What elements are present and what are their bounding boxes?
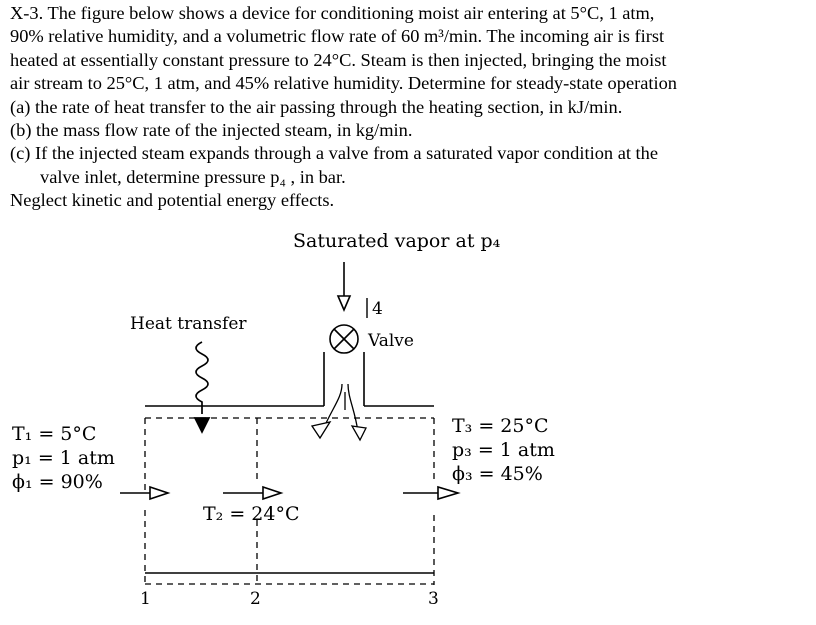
outlet-pressure: p₃ = 1 atm [452,439,555,461]
outlet-temperature: T₃ = 25°C [452,415,549,437]
steam-inlet-arrow [338,262,350,310]
station-2-label: 2 [250,589,261,609]
station-3-label: 3 [428,589,439,609]
problem-line: (b) the mass flow rate of the injected steam, in kg/min. [10,120,413,141]
problem-line: Neglect kinetic and potential energy effects. [10,190,335,211]
duct-walls [145,406,434,573]
problem-line: X-3. The figure below shows a device for conditioning moist air entering at 5°C, 1 atm, [10,3,655,23]
steam-pipe [324,352,364,406]
problem-line: (a) the rate of heat transfer to the air passing through the heating section, in kJ/min. [10,96,623,117]
problem-line: air stream to 25°C, 1 atm, and 45% relative humidity. Determine for steady-state operation [10,73,678,94]
inlet-pressure: p₁ = 1 atm [12,447,115,469]
heat-transfer-arrow [195,342,209,432]
problem-line: 90% relative humidity, and a volumetric flow rate of 60 m³/min. The incoming air is first [10,26,665,47]
outlet-flow-arrow [403,487,458,499]
steam-injection-arrows [312,384,366,440]
mid-temperature: T₂ = 24°C [203,503,300,525]
control-volume-boundary [145,418,434,585]
outlet-humidity: ϕ₃ = 45% [452,463,543,485]
mid-flow-arrow [223,487,281,499]
inlet-humidity: ϕ₁ = 90% [12,471,103,493]
problem-line: heated at essentially constant pressure to 24°C. Steam is then injected, bringing the moist [10,49,667,70]
problem-line: valve inlet, determine pressure p₄ , in bar. [40,166,346,187]
steam-supply-label: Saturated vapor at p₄ [293,230,501,252]
station-1-label: 1 [140,589,151,609]
problem-line: (c) If the injected steam expands through a valve from a saturated vapor condition at the [10,143,659,164]
heat-transfer-label: Heat transfer [130,314,247,334]
inlet-temperature: T₁ = 5°C [12,423,97,445]
inlet-flow-arrow [120,487,168,499]
valve-label: Valve [368,331,414,351]
valve-icon [330,325,358,353]
state-4-label: 4 [372,299,383,319]
